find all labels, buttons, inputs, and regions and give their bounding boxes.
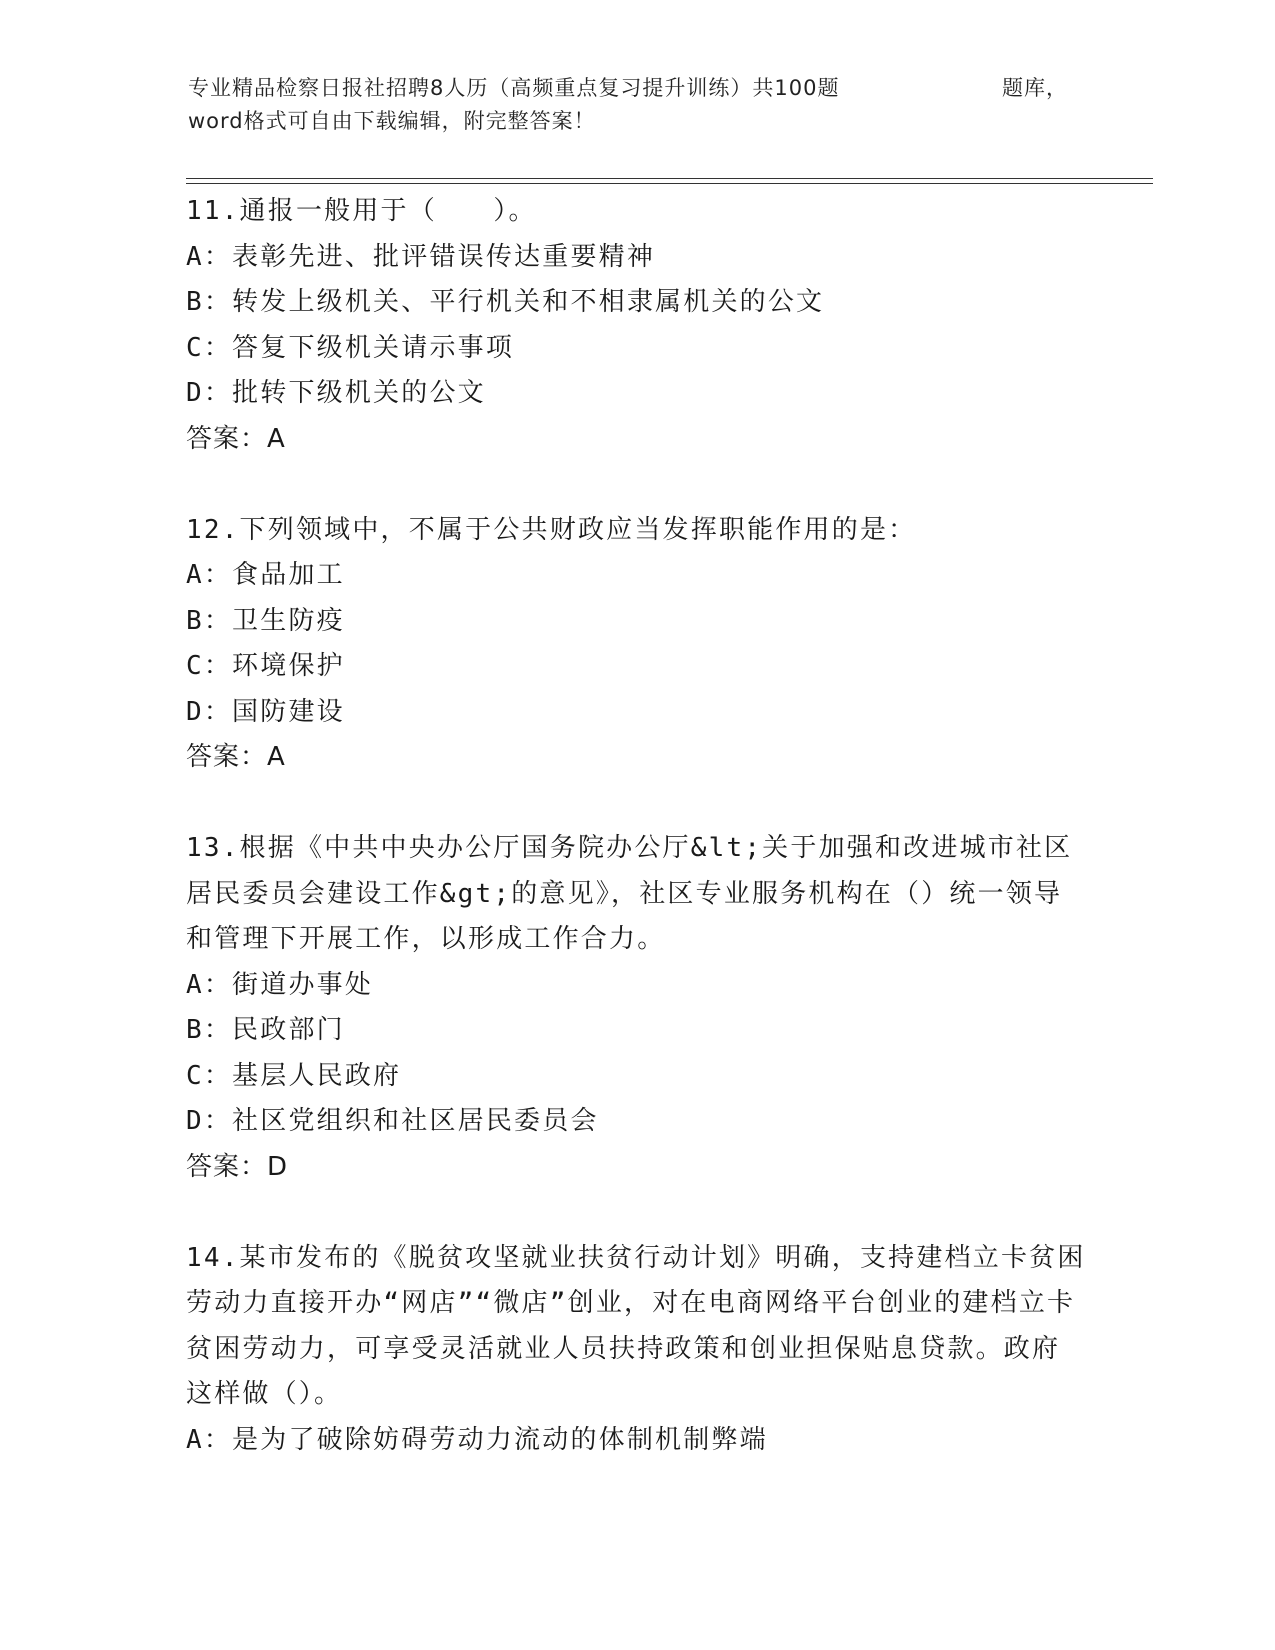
question-answer: 答案：A xyxy=(186,423,286,454)
header-line-2: word格式可自由下载编辑，附完整答案！ xyxy=(188,109,596,133)
question-option-b: B：民政部门 xyxy=(186,1015,345,1045)
question-answer: 答案：A xyxy=(186,742,286,772)
document-header xyxy=(188,72,1068,138)
header-divider-bottom xyxy=(186,183,1153,184)
header-line-1 xyxy=(188,72,1068,105)
question-option-c: C：答复下级机关请示事项 xyxy=(186,332,515,363)
question-option-d: D：社区党组织和社区居民委员会 xyxy=(186,1106,599,1136)
question-option-d: D：国防建设 xyxy=(186,696,345,727)
question-13 xyxy=(186,826,1086,1190)
question-stem: 11.通报一般用于（ ）。 xyxy=(186,196,537,226)
question-option-a: A：是为了破除妨碍劳动力流动的体制机制弊端 xyxy=(186,1424,768,1455)
question-option-d: D：批转下级机关的公文 xyxy=(186,378,486,408)
question-answer: 答案：D xyxy=(186,1151,289,1182)
question-12 xyxy=(186,508,1086,781)
question-option-c: C：环境保护 xyxy=(186,651,345,681)
question-option-b: B：转发上级机关、平行机关和不相隶属机关的公文 xyxy=(186,287,825,317)
question-option-c: C：基层人民政府 xyxy=(186,1060,402,1091)
question-spacer xyxy=(186,781,1086,827)
question-option-a: A：街道办事处 xyxy=(186,969,374,1000)
question-option-b: B：卫生防疫 xyxy=(186,605,345,636)
header-title-tail: 题库， xyxy=(1002,76,1068,100)
header-divider-top xyxy=(186,178,1153,179)
header-title: 专业精品检察日报社招聘8人历（高频重点复习提升训练）共100题 xyxy=(188,76,840,100)
question-stem: 13.根据《中共中央办公厅国务院办公厅&lt;关于加强和改进城市社区居民委员会建设工作&gt;的意见》，社区专业服务机构在（）统一领导和管理下开展工作，以形成工作合力。 xyxy=(186,833,1073,954)
question-11 xyxy=(186,189,1086,462)
question-option-a: A：表彰先进、批评错误传达重要精神 xyxy=(186,241,656,272)
question-spacer xyxy=(186,462,1086,508)
question-option-a: A：食品加工 xyxy=(186,560,345,590)
question-list xyxy=(186,189,1086,1463)
question-stem: 14.某市发布的《脱贫攻坚就业扶贫行动计划》明确，支持建档立卡贫困劳动力直接开办“网店”“微店”创业，对在电商网络平台创业的建档立卡贫困劳动力，可享受灵活就业人员扶持政策和创业担保贴息贷款。政府这样做（）。 xyxy=(186,1242,1086,1409)
question-stem: 12.下列领域中，不属于公共财政应当发挥职能作用的是： xyxy=(186,514,917,545)
question-14 xyxy=(186,1236,1086,1464)
question-spacer xyxy=(186,1190,1086,1236)
